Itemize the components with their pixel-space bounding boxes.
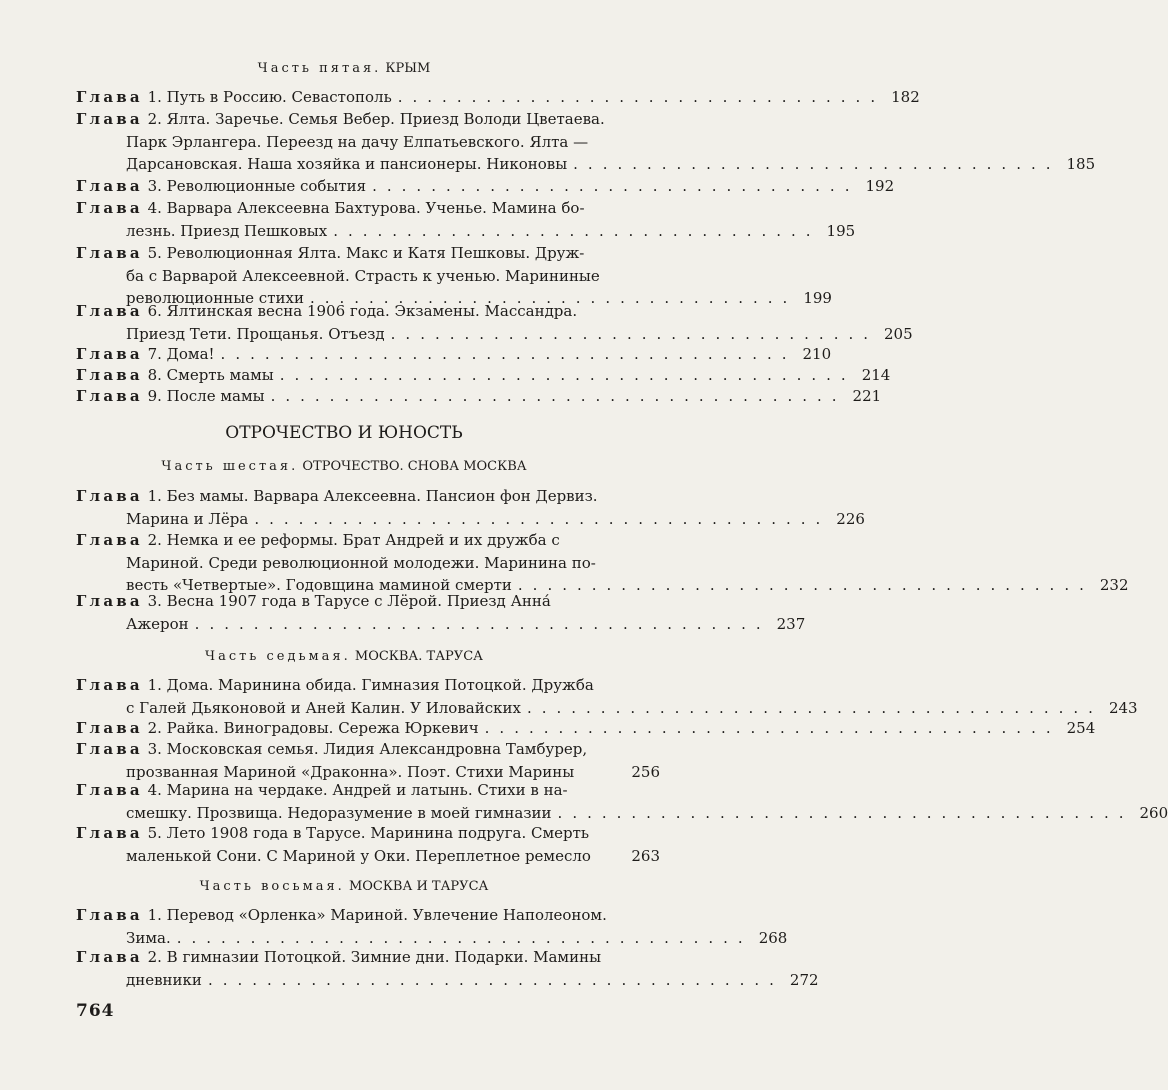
leader-dots: ....................................... bbox=[220, 345, 797, 363]
part-title bbox=[0, 879, 688, 895]
page-number: 214 bbox=[861, 366, 891, 384]
chapter-label: Глава bbox=[76, 906, 143, 924]
page-number: 268 bbox=[758, 928, 788, 947]
page-number: 205 bbox=[884, 324, 913, 343]
chapter-title-continued: Парк Эрлангера. Переезд на дачу Елпатьевского. Ялта — bbox=[126, 132, 589, 151]
chapter-title: Революционная Ялта. Макс и Катя Пешковы. Друж- bbox=[166, 244, 585, 262]
toc-entry bbox=[76, 175, 895, 198]
leader-dots: ................................. bbox=[390, 324, 879, 343]
chapter-title: Смерть мамы bbox=[166, 366, 274, 384]
chapter-title: Лето 1908 года в Тарусе. Маринина подруга. Смерть bbox=[166, 824, 590, 842]
chapter-title-continued: прозванная Мариной «Драконна». Поэт. Стихи Марины bbox=[126, 762, 575, 781]
page-number: 232 bbox=[1099, 576, 1129, 594]
chapter-number: 1. bbox=[147, 487, 162, 505]
chapter-label: Глава bbox=[76, 592, 143, 610]
toc-entry bbox=[76, 779, 1168, 824]
toc-entry bbox=[76, 343, 832, 366]
chapter-number: 4. bbox=[147, 781, 162, 799]
chapter-title-continued: революционные стихи bbox=[126, 289, 304, 307]
part-title bbox=[0, 61, 688, 77]
chapter-number: 7. bbox=[147, 345, 162, 363]
chapter-title-continued: ба с Варварой Алексеевной. Страсть к ученью. Марининые bbox=[126, 266, 600, 285]
chapter-label: Глава bbox=[76, 302, 143, 320]
part-label: Часть восьмая. bbox=[199, 879, 345, 894]
toc-entry bbox=[76, 738, 660, 783]
chapter-title: Немка и ее реформы. Брат Андрей и их дружба с bbox=[166, 531, 560, 549]
leader-dots: ....................................... bbox=[279, 366, 856, 384]
page-number: 182 bbox=[891, 88, 920, 106]
toc-entry bbox=[76, 364, 891, 387]
leader-dots: ....................................... bbox=[176, 928, 753, 947]
chapter-title: Дома! bbox=[166, 345, 215, 363]
leader-dots: ................................. bbox=[333, 221, 821, 240]
page-number: 221 bbox=[852, 387, 882, 405]
chapter-title: Весна 1907 года в Тарусе с Лёрой. Приезд Анна́ bbox=[166, 592, 551, 610]
chapter-title-continued: лезнь. Приезд Пешковых bbox=[126, 221, 328, 240]
part-name: ОТРОЧЕСТВО. СНОВА МОСКВА bbox=[302, 459, 527, 474]
toc-entry bbox=[76, 300, 913, 345]
chapter-title: Путь в Россию. Севастополь bbox=[166, 88, 392, 106]
chapter-label: Глава bbox=[76, 88, 143, 106]
chapter-title-continued: с Галей Дьяконовой и Аней Калин. У Иловайских bbox=[126, 698, 521, 717]
chapter-number: 4. bbox=[147, 199, 162, 217]
chapter-title: Ялта. Заречье. Семья Вебер. Приезд Володи Цветаева. bbox=[166, 110, 605, 128]
section-title: ОТРОЧЕСТВО И ЮНОСТЬ bbox=[225, 423, 463, 443]
chapter-title: Московская семья. Лидия Александровна Тамбурер, bbox=[166, 740, 588, 758]
chapter-title-continued: Зима. bbox=[126, 928, 171, 947]
leader-dots: ....................................... bbox=[194, 614, 771, 633]
leader-dots: ................................. bbox=[397, 88, 886, 106]
toc-entry bbox=[76, 485, 865, 530]
page-number: 243 bbox=[1108, 698, 1138, 717]
chapter-number: 1. bbox=[147, 88, 162, 106]
page-number: 263 bbox=[631, 846, 660, 865]
chapter-number: 5. bbox=[147, 244, 162, 262]
chapter-label: Глава bbox=[76, 781, 143, 799]
toc-entry bbox=[76, 590, 806, 635]
leader-dots: ....................................... bbox=[254, 509, 831, 528]
part-title bbox=[0, 459, 688, 475]
chapter-label: Глава bbox=[76, 824, 143, 842]
page-number: 185 bbox=[1066, 155, 1096, 173]
page-number: 254 bbox=[1066, 719, 1096, 737]
chapter-title: Революционные события bbox=[166, 177, 367, 195]
chapter-number: 3. bbox=[147, 740, 162, 758]
chapter-title-continued: Дарсановская. Наша хозяйка и пансионеры. Никоновы bbox=[126, 155, 568, 173]
chapter-number: 8. bbox=[147, 366, 162, 384]
chapter-title: Без мамы. Варвара Алексеевна. Пансион фон Дервиз. bbox=[166, 487, 598, 505]
chapter-number: 3. bbox=[147, 592, 162, 610]
folio-page-number: 764 bbox=[76, 1001, 115, 1021]
chapter-number: 2. bbox=[147, 948, 162, 966]
toc-entry bbox=[76, 904, 788, 949]
leader-dots: ....................................... bbox=[484, 719, 1061, 737]
chapter-title: Марина на чердаке. Андрей и латынь. Стихи в на- bbox=[166, 781, 568, 799]
chapter-label: Глава bbox=[76, 487, 143, 505]
page-number: 226 bbox=[836, 509, 865, 528]
chapter-label: Глава bbox=[76, 740, 143, 758]
chapter-label: Глава bbox=[76, 345, 143, 363]
toc-entry bbox=[76, 197, 856, 242]
chapter-label: Глава bbox=[76, 366, 143, 384]
chapter-label: Глава bbox=[76, 531, 143, 549]
leader-dots: ....................................... bbox=[270, 387, 847, 405]
leader-dots: ....................................... bbox=[526, 698, 1103, 717]
chapter-label: Глава bbox=[76, 199, 143, 217]
leader-dots: ................................. bbox=[573, 155, 1061, 173]
chapter-title: Дома. Маринина обида. Гимназия Потоцкой. Дружба bbox=[166, 676, 594, 694]
part-title bbox=[0, 649, 688, 665]
chapter-title-continued: весть «Четвертые». Годовщина маминой смерти bbox=[126, 576, 512, 594]
chapter-title-continued: дневники bbox=[126, 970, 202, 989]
part-name: КРЫМ bbox=[385, 61, 431, 76]
leader-dots: ....................................... bbox=[517, 576, 1094, 594]
chapter-label: Глава bbox=[76, 110, 143, 128]
page-number: 260 bbox=[1139, 803, 1168, 822]
chapter-number: 9. bbox=[147, 387, 162, 405]
toc-entry bbox=[76, 946, 819, 991]
leader-dots: ................................. bbox=[309, 289, 798, 307]
part-label: Часть седьмая. bbox=[205, 649, 351, 664]
toc-entry bbox=[76, 822, 660, 867]
page-number: 192 bbox=[865, 177, 895, 195]
chapter-number: 1. bbox=[147, 676, 162, 694]
leader-dots: ................................. bbox=[372, 177, 860, 195]
page-number: 272 bbox=[789, 970, 819, 989]
chapter-number: 1. bbox=[147, 906, 162, 924]
chapter-title-continued: смешку. Прозвища. Недоразумение в моей гимназии bbox=[126, 803, 552, 822]
chapter-number: 3. bbox=[147, 177, 162, 195]
chapter-title: В гимназии Потоцкой. Зимние дни. Подарки. Мамины bbox=[166, 948, 602, 966]
leader-dots: ....................................... bbox=[557, 803, 1134, 822]
toc-entry bbox=[76, 385, 882, 408]
chapter-number: 5. bbox=[147, 824, 162, 842]
toc-entry bbox=[76, 108, 1096, 176]
chapter-label: Глава bbox=[76, 719, 143, 737]
part-name: МОСКВА. ТАРУСА bbox=[354, 649, 483, 664]
chapter-title: Райка. Виноградовы. Сережа Юркевич bbox=[166, 719, 479, 737]
toc-entry bbox=[76, 674, 1138, 719]
chapter-title: Ялтинская весна 1906 года. Экзамены. Массандра. bbox=[166, 302, 578, 320]
chapter-title: После мамы bbox=[166, 387, 265, 405]
page-number: 199 bbox=[803, 289, 832, 307]
chapter-label: Глава bbox=[76, 244, 143, 262]
part-name: МОСКВА И ТАРУСА bbox=[348, 879, 489, 894]
chapter-title: Варвара Алексеевна Бахтурова. Ученье. Мамина бо- bbox=[166, 199, 585, 217]
leader-dots: ....................................... bbox=[207, 970, 784, 989]
chapter-label: Глава bbox=[76, 676, 143, 694]
toc-entry bbox=[76, 529, 1129, 597]
chapter-number: 2. bbox=[147, 531, 162, 549]
chapter-label: Глава bbox=[76, 177, 143, 195]
chapter-label: Глава bbox=[76, 948, 143, 966]
chapter-number: 2. bbox=[147, 719, 162, 737]
chapter-title-continued: Ажерон bbox=[126, 614, 189, 633]
page-number: 210 bbox=[802, 345, 832, 363]
chapter-label: Глава bbox=[76, 387, 143, 405]
toc-entry bbox=[76, 717, 1096, 740]
part-label: Часть шестая. bbox=[161, 459, 299, 474]
chapter-title-continued: Мариной. Среди революционной молодежи. Маринина по- bbox=[126, 553, 596, 572]
page-number: 195 bbox=[826, 221, 856, 240]
chapter-title-continued: Приезд Тети. Прощанья. Отъезд bbox=[126, 324, 385, 343]
chapter-title: Перевод «Орленка» Мариной. Увлечение Наполеоном. bbox=[166, 906, 607, 924]
chapter-number: 6. bbox=[147, 302, 162, 320]
page-number: 237 bbox=[776, 614, 806, 633]
part-label: Часть пятая. bbox=[257, 61, 382, 76]
page-number: 256 bbox=[631, 762, 660, 781]
toc-entry bbox=[76, 86, 920, 109]
chapter-number: 2. bbox=[147, 110, 162, 128]
chapter-title-continued: маленькой Сони. С Мариной у Оки. Переплетное ремесло bbox=[126, 846, 591, 865]
chapter-title-continued: Марина и Лёра bbox=[126, 509, 249, 528]
